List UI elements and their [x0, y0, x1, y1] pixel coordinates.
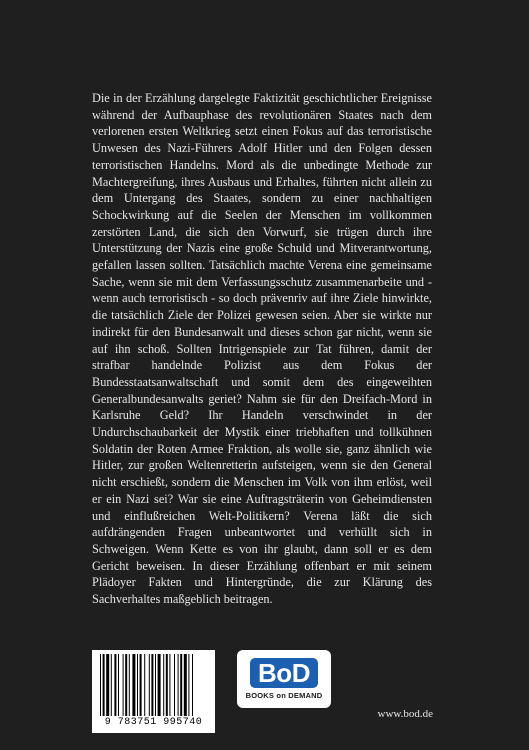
barcode-bars [98, 654, 209, 716]
back-cover-blurb [92, 90, 432, 608]
publisher-logo [237, 650, 331, 708]
bod-logo-mark: BoD [250, 658, 318, 688]
isbn-number: 9 783751 995740 [104, 717, 203, 728]
publisher-website: www.bod.de [377, 708, 433, 720]
bod-logo-tagline: BOOKS on DEMAND [245, 691, 323, 700]
isbn-barcode [92, 650, 215, 733]
blurb-text: Die in der Erzählung dargelegte Faktizität geschichtlicher Ereignisse während der Aufbauphase des revolutionären Staates nach dem verlorenen ersten Weltkrieg setzt einen Fokus auf das terroristische Unwesen des Nazi-Führers Adolf Hitler und den Folgen dessen terroristischen Handelns. Mord als die unbedingte Methode zur Machtergreifung, ihres Ausbaus und Erhaltes, führten nicht allein zu dem Untergang des Staates, sondern zu einer nachhaltigen Schockwirkung auf die Seelen der Menschen im vollkommen zerstörten Land, die sich den Vorwurf, sie trügen durch ihre Unterstützung der Nazis eine große Schuld und Mitverantwortung, gefallen lassen sollten. Tatsächlich machte Verena eine gemeinsame Sache, wenn sie mit dem Verfassungsschutz zusammenarbeite und - wenn auch terroristisch - so doch prävenriv auf ihre Ziele hinwirkte, die tatsächlich Ziele der Polizei gewesen seien. Aber sie wirkte nur indirekt für den Bundesanwalt und dieses schon gar nicht, wenn sie auf ihn schoß. Sollten Intrigenspiele zur Tat führen, damit der strafbar handelnde Polizist aus dem Fokus der Bundesstaatsanwaltschaft und somit dem des eingeweihten Generalbundesanwalts geriet? Nahm sie für den Dreifach-Mord in Karlsruhe Geld? Ihr Handeln verschwindet in der Undurchschaubarkeit der Mystik einer triebhaften und tollkühnen Soldatin der Roten Armee Fraktion, als wolle sie, ganz ähnlich wie Hitler, zur großen Weltenretterin aufsteigen, wenn sie den General nicht erschießt, sondern die Menschen im Volk von ihm erlöst, weil er ein Nazi sei? War sie eine Auftragsträterin von Geheimdiensten und einflußreichen Welt-Politikern? Verena läßt die sich aufdrängenden Fragen unbeantwortet und verhüllt sich in Schweigen. Wenn Kette es von ihr glaubt, dann soll er es dem Gericht beweisen. In dieser Erzählung offenbart er mit seinem Plädoyer Fakten und Hintergründe, die zur Klärung des Sachverhaltes maßgeblich beitragen. [92, 91, 432, 607]
